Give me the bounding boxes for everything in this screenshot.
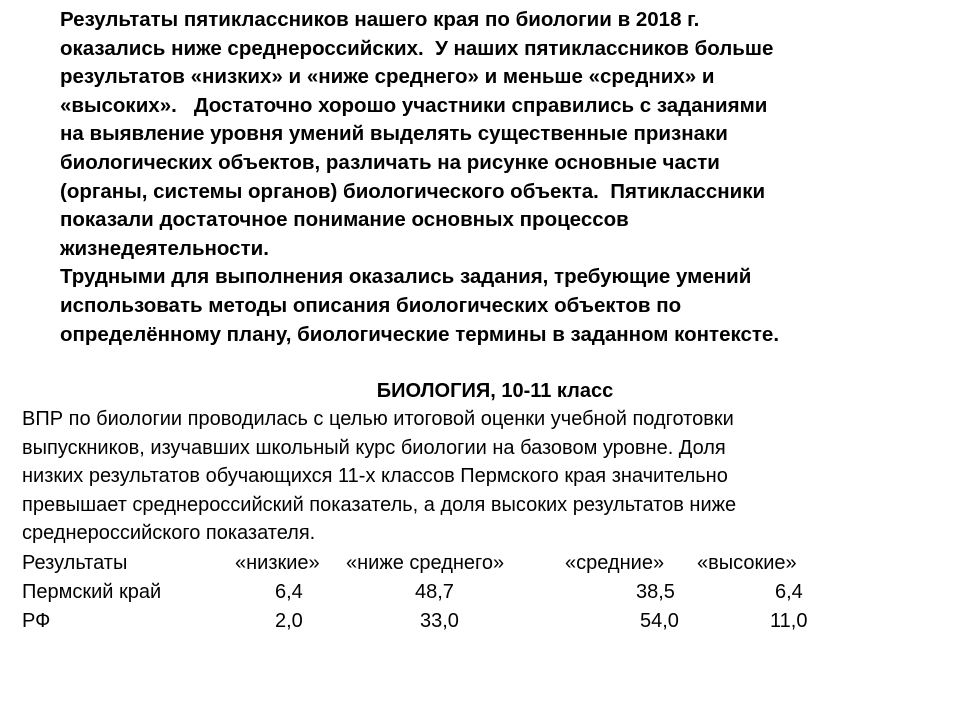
- table-cell: 6,4: [275, 581, 303, 603]
- table-cell: 54,0: [640, 610, 679, 632]
- description-line: ВПР по биологии проводилась с целью итоговой оценки учебной подготовки: [22, 408, 734, 430]
- description-line: выпускников, изучавших школьный курс биологии на базовом уровне. Доля: [22, 436, 726, 459]
- row-label: Пермский край: [22, 581, 162, 603]
- summary-line: жизнедеятельности.: [60, 236, 269, 260]
- summary-line: биологических объектов, различать на рисунке основные части: [60, 150, 720, 174]
- summary-line: показали достаточное понимание основных процессов: [60, 208, 629, 232]
- description-line: низких результатов обучающихся 11-х классов Пермского края значительно: [22, 465, 728, 488]
- header-cell: Результаты: [22, 552, 128, 574]
- summary-line: результатов «низких» и «ниже среднего» и меньше «средних» и: [60, 65, 715, 89]
- table-header-row: [22, 549, 922, 578]
- summary-line: использовать методы описания биологических объектов по: [60, 293, 682, 317]
- description-line: превышает среднероссийский показатель, а доля высоких результатов ниже: [22, 493, 737, 516]
- description-line: среднероссийского показателя.: [22, 522, 316, 545]
- table-cell: 2,0: [275, 610, 303, 632]
- table-cell: 38,5: [636, 581, 675, 603]
- section-title: БИОЛОГИЯ, 10-11 класс: [376, 380, 614, 402]
- grade10-11-description: [22, 405, 942, 548]
- header-cell: «низкие»: [235, 552, 320, 574]
- table-cell: 11,0: [770, 610, 808, 632]
- table-cell: 6,4: [775, 581, 803, 603]
- summary-line: «высоких». Достаточно хорошо участники справились с заданиями: [60, 93, 768, 117]
- summary-line: определённому плану, биологические термины в заданном контексте.: [60, 322, 780, 346]
- grade5-summary: [60, 6, 940, 349]
- row-label: РФ: [22, 610, 51, 632]
- summary-line: Результаты пятиклассников нашего края по биологии в 2018 г.: [60, 8, 700, 31]
- summary-line: (органы, системы органов) биологического объекта. Пятиклассники: [60, 179, 766, 203]
- results-table: [22, 549, 922, 636]
- table-cell: 33,0: [420, 610, 459, 632]
- header-cell: «высокие»: [697, 552, 797, 574]
- table-row: [22, 607, 922, 636]
- summary-line: оказались ниже среднероссийских. У наших пятиклассников больше: [60, 36, 774, 60]
- summary-line: на выявление уровня умений выделять существенные признаки: [60, 122, 728, 146]
- table-row: [22, 578, 922, 607]
- table-cell: 48,7: [415, 581, 454, 603]
- summary-line: Трудными для выполнения оказались задания, требующие умений: [60, 265, 752, 289]
- header-cell: «средние»: [565, 552, 665, 574]
- header-cell: «ниже среднего»: [346, 552, 505, 574]
